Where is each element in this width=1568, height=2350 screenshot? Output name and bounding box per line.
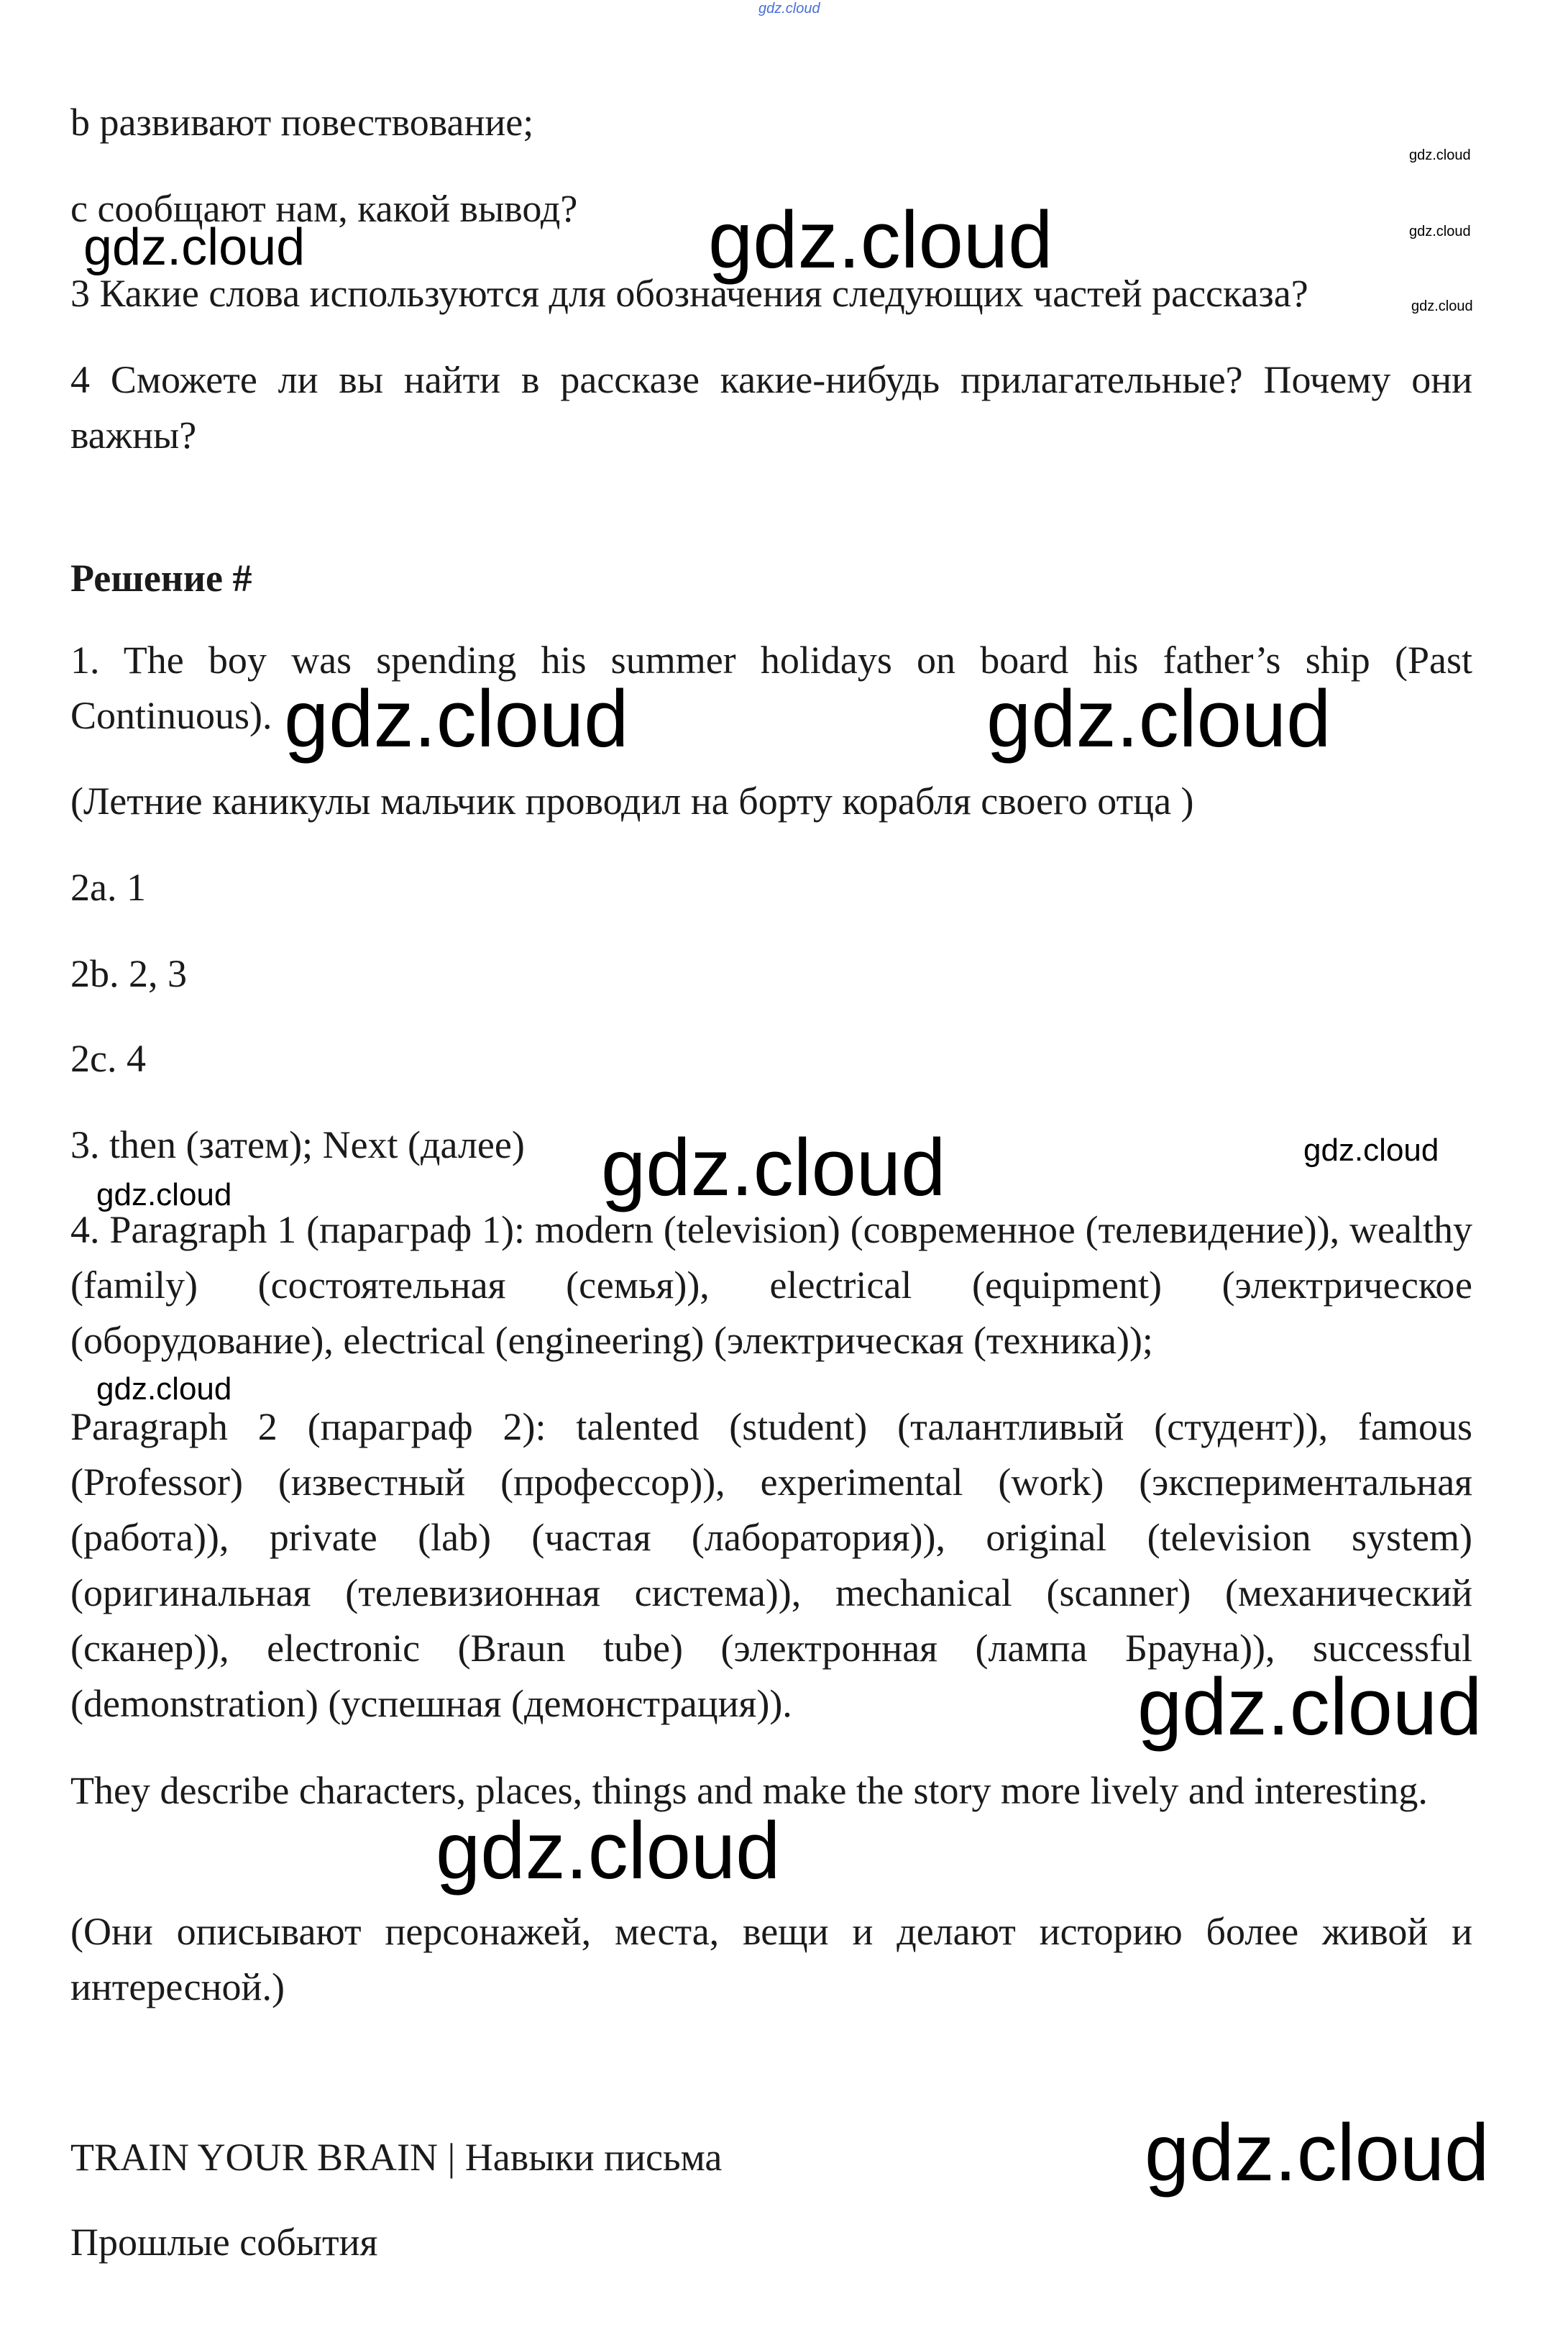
answer-2c: 2c. 4 [70, 1037, 146, 1080]
watermark-large-4: gdz.cloud [601, 1123, 946, 1212]
answer-2a: 2a. 1 [70, 866, 146, 909]
watermark-small-1: gdz.cloud [1409, 147, 1471, 163]
answer-4-reason: They describe characters, places, things and make the story more lively and interesting. [70, 1769, 1428, 1812]
watermark-large-5: gdz.cloud [1137, 1662, 1482, 1752]
line-b: b развивают повествование; [70, 101, 534, 144]
line-c: c сообщают нам, какой вывод? [70, 187, 578, 230]
answer-4-paragraph-1: 4. Paragraph 1 (параграф 1): modern (television) (современное (телевидение)), wealthy (family) (состоятельная (семья)), electrical (equipment) (электрическое (оборудование), electrical (engineering) (электрическая (техника)); [70, 1208, 1472, 1362]
answer-1: 1. The boy was spending his summer holidays on board his father’s ship (Past Continuous). [70, 639, 1472, 737]
section-subtitle: Прошлые события [70, 2221, 378, 2264]
question-3: 3 Какие слова используются для обозначения следующих частей рассказа? [70, 272, 1308, 315]
section-title: TRAIN YOUR BRAIN | Навыки письма [70, 2136, 723, 2179]
answer-1-translation: (Летние каникулы мальчик проводил на борту корабля своего отца ) [70, 779, 1194, 823]
answer-4-reason-translation: (Они описывают персонажей, места, вещи и делают историю более живой и интересной.) [70, 1910, 1472, 2008]
answer-4-paragraph-2: Paragraph 2 (параграф 2): talented (student) (талантливый (студент)), famous (Professor) (известный (профессор)), experimental (work) (экспериментальная (работа)), private (lab) (частая (лаборатория)), original (television system) (оригинальная (телевизионная система)), mechanical (scanner) (механический (сканер)), electronic (Braun tube) (электронная (лампа Брауна)), successful (demonstration) (успешная (демонстрация)). [70, 1405, 1472, 1725]
answer-3: 3. then (затем); Next (далее) [70, 1123, 525, 1166]
answer-2b: 2b. 2, 3 [70, 952, 187, 995]
watermark-large-2: gdz.cloud [284, 674, 629, 764]
watermark-large-1: gdz.cloud [708, 195, 1053, 285]
watermark-small-6: gdz.cloud [96, 1371, 232, 1407]
watermark-small-2: gdz.cloud [1409, 224, 1471, 239]
question-4: 4 Сможете ли вы найти в рассказе какие-нибудь прилагательные? Почему они важны? [70, 358, 1472, 457]
watermark-medium-1: gdz.cloud [83, 219, 306, 276]
watermark-small-3: gdz.cloud [1411, 298, 1473, 314]
watermark-small-4: gdz.cloud [1303, 1133, 1439, 1168]
watermark-large-7: gdz.cloud [1145, 2108, 1490, 2198]
watermark-small-5: gdz.cloud [96, 1177, 232, 1212]
watermark-top: gdz.cloud [758, 1, 820, 17]
watermark-large-6: gdz.cloud [436, 1806, 781, 1896]
solution-heading: Решение # [70, 557, 252, 600]
watermark-large-3: gdz.cloud [986, 674, 1331, 764]
